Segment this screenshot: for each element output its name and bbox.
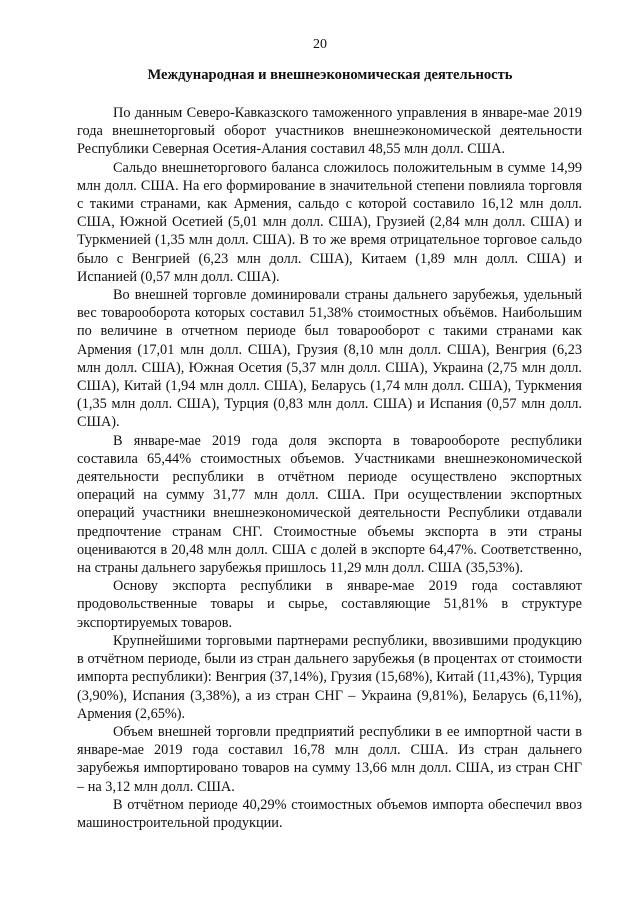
paragraph-export-structure: Основу экспорта республики в январе-мае 2019 года составляют продовольственные товары и сырье, составляющие 51,81% в структуре экспортируемых товаров. [77,578,582,631]
paragraph-turnover: По данным Северо-Кавказского таможенного управления в январе-мае 2019 года внешнеторговый оборот участников внешнеэкономической деятельности Республики Северная Осетия-Алания составил 48,55 млн долл. США. [77,105,582,158]
section-heading: Международная и внешнеэкономическая деятельность [147,67,513,83]
body-text [77,104,582,832]
page-number: 20 [313,37,327,52]
paragraph-import-volume: Объем внешней торговли предприятий республики в ее импортной части в январе-мае 2019 года составил 16,78 млн долл. США. Из стран дальнего зарубежья импортировано товаров на сумму 13,66 млн долл. США, из стран СНГ – на 3,12 млн долл. США. [77,723,582,795]
paragraph-far-abroad: Во внешней торговле доминировали страны дальнего зарубежья, удельный вес товарооборота которых составил 51,38% стоимостных объёмов. Наибольшим по величине в отчетном периоде был товарооборот с такими странами как Армения (17,01 млн долл. США), Грузия (8,10 млн долл. США), Венгрия (6,23 млн долл. США), Южная Осетия (5,37 млн долл. США), Украина (2,75 млн долл. США), Китай (1,94 млн долл. США), Беларусь (1,74 млн долл. США), Туркмения (1,35 млн долл. США), Турция (0,83 млн долл. США) и Испания (0,57 млн долл. США). [77,287,582,431]
paragraph-export-share: В январе-мае 2019 года доля экспорта в товарообороте республики составила 65,44% стоимостных объемов. Участниками внешнеэкономической деятельности республики в отчётном периоде осуществлено экспортных операций на сумму 31,77 млн долл. США. При осуществлении экспортных операций участники внешнеэкономической деятельности Республики отдавали предпочтение странам СНГ. Стоимостные объемы экспорта в эти страны оцениваются в 20,48 млн долл. США с долей в экспорте 64,47%. Соответственно, на страны дальнего зарубежья пришлось 11,29 млн долл. США (35,53%). [77,432,582,577]
paragraph-trade-balance: Сальдо внешнеторгового баланса сложилось положительным в сумме 14,99 млн долл. США. На его формирование в значительной степени повлияла торговля с такими странами, как Армения, сальдо с которой составило 16,12 млн долл. США, Южной Осетией (5,01 млн долл. США), Грузией (2,84 млн долл. США) и Туркменией (1,35 млн долл. США). В то же время отрицательное торговое сальдо было с Венгрией (6,23 млн долл. США), Китаем (1,89 млн долл. США) и Испанией (0,57 млн долл. США). [77,159,582,285]
paragraph-import-machinery: В отчётном периоде 40,29% стоимостных объемов импорта обеспечил ввоз машиностроительной продукции. [77,796,582,831]
paragraph-import-partners: Крупнейшими торговыми партнерами республики, ввозившими продукцию в отчётном периоде, были из стран дальнего зарубежья (в процентах от стоимости импорта республики): Венгрия (37,14%), Грузия (15,68%), Китай (11,43%), Турция (3,90%), Испания (3,38%), а из стран СНГ – Украина (9,81%), Беларусь (6,11%), Армения (2,65%). [77,632,582,722]
